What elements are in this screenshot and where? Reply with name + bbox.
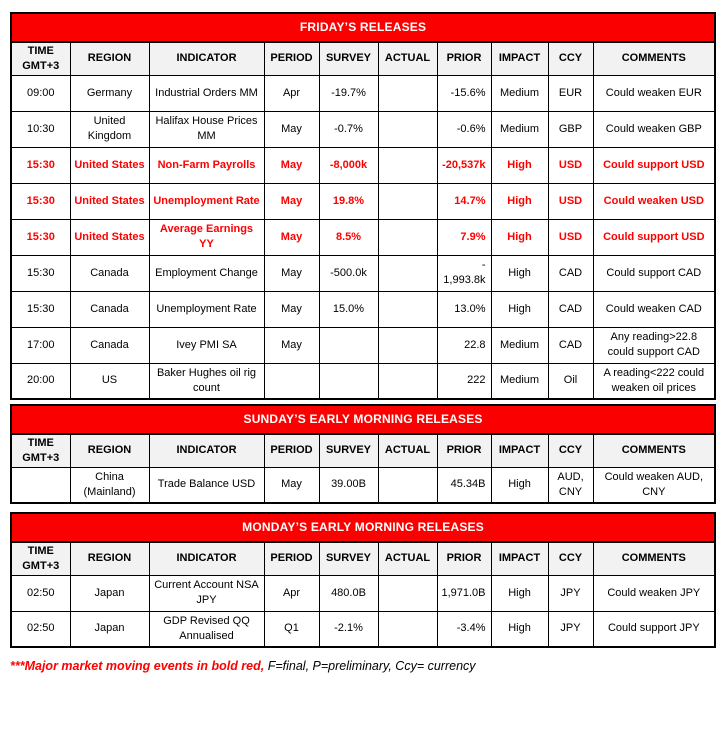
cell-actual [378, 291, 437, 327]
cell-actual [378, 467, 437, 503]
cell-survey [319, 327, 378, 363]
cell-ccy: AUD, CNY [548, 467, 593, 503]
cell-impact: High [491, 147, 548, 183]
column-header-region: REGION [70, 542, 149, 575]
cell-region: United Kingdom [70, 111, 149, 147]
cell-impact: Medium [491, 327, 548, 363]
cell-actual [378, 327, 437, 363]
cell-prior: 13.0% [437, 291, 491, 327]
cell-ccy: CAD [548, 291, 593, 327]
cell-period: May [264, 111, 319, 147]
cell-actual [378, 75, 437, 111]
cell-comments: Could weaken CAD [593, 291, 715, 327]
cell-actual [378, 575, 437, 611]
cell-actual [378, 219, 437, 255]
release-row [11, 327, 715, 363]
cell-actual [378, 363, 437, 399]
cell-impact: High [491, 219, 548, 255]
cell-impact: High [491, 575, 548, 611]
cell-time: 02:50 [11, 575, 70, 611]
cell-survey [319, 363, 378, 399]
cell-survey: 8.5% [319, 219, 378, 255]
cell-region: United States [70, 219, 149, 255]
cell-prior: 14.7% [437, 183, 491, 219]
cell-ccy: CAD [548, 327, 593, 363]
column-header-survey: SURVEY [319, 434, 378, 467]
cell-prior: -20,537k [437, 147, 491, 183]
cell-time: 15:30 [11, 291, 70, 327]
release-row [11, 183, 715, 219]
cell-actual [378, 147, 437, 183]
releases-table [10, 12, 716, 400]
release-row [11, 291, 715, 327]
release-row [11, 75, 715, 111]
cell-region: Canada [70, 327, 149, 363]
cell-period: May [264, 467, 319, 503]
cell-actual [378, 611, 437, 647]
cell-comments: Could support USD [593, 219, 715, 255]
cell-impact: High [491, 611, 548, 647]
cell-indicator: Baker Hughes oil rig count [149, 363, 264, 399]
column-header-period: PERIOD [264, 434, 319, 467]
cell-region: Japan [70, 575, 149, 611]
column-header-comments: COMMENTS [593, 42, 715, 75]
column-header-row [11, 434, 715, 467]
cell-indicator: Unemployment Rate [149, 183, 264, 219]
cell-survey: 15.0% [319, 291, 378, 327]
cell-comments: Could support USD [593, 147, 715, 183]
cell-impact: High [491, 255, 548, 291]
cell-period: May [264, 291, 319, 327]
cell-comments: Could weaken EUR [593, 75, 715, 111]
release-tables [10, 12, 714, 648]
cell-period: Q1 [264, 611, 319, 647]
table-title: FRIDAY’S RELEASES [11, 13, 715, 42]
cell-impact: Medium [491, 111, 548, 147]
cell-time: 02:50 [11, 611, 70, 647]
column-header-row [11, 542, 715, 575]
cell-period: Apr [264, 575, 319, 611]
cell-ccy: USD [548, 219, 593, 255]
cell-period: Apr [264, 75, 319, 111]
releases-table [10, 512, 716, 648]
cell-indicator: Employment Change [149, 255, 264, 291]
column-header-period: PERIOD [264, 542, 319, 575]
cell-ccy: CAD [548, 255, 593, 291]
column-header-ccy: CCY [548, 542, 593, 575]
cell-survey: 480.0B [319, 575, 378, 611]
cell-region: Canada [70, 291, 149, 327]
column-header-time: TIME GMT+3 [11, 42, 70, 75]
footnote-bold-red-text: ***Major market moving events in bold red, [10, 659, 265, 673]
cell-indicator: Non-Farm Payrolls [149, 147, 264, 183]
column-header-indicator: INDICATOR [149, 542, 264, 575]
releases-table [10, 404, 716, 504]
cell-region: Germany [70, 75, 149, 111]
cell-period: May [264, 255, 319, 291]
release-row [11, 147, 715, 183]
column-header-row [11, 42, 715, 75]
table-title: MONDAY’S EARLY MORNING RELEASES [11, 513, 715, 542]
cell-region: China (Mainland) [70, 467, 149, 503]
cell-prior: 1,971.0B [437, 575, 491, 611]
cell-indicator: GDP Revised QQ Annualised [149, 611, 264, 647]
cell-time: 20:00 [11, 363, 70, 399]
column-header-region: REGION [70, 434, 149, 467]
release-row [11, 611, 715, 647]
cell-period: May [264, 147, 319, 183]
column-header-prior: PRIOR [437, 42, 491, 75]
cell-prior: - 1,993.8k [437, 255, 491, 291]
column-header-period: PERIOD [264, 42, 319, 75]
cell-time: 15:30 [11, 219, 70, 255]
cell-prior: -15.6% [437, 75, 491, 111]
cell-survey: -19.7% [319, 75, 378, 111]
cell-region: Canada [70, 255, 149, 291]
column-header-prior: PRIOR [437, 434, 491, 467]
cell-period: May [264, 219, 319, 255]
cell-ccy: EUR [548, 75, 593, 111]
cell-comments: Could weaken GBP [593, 111, 715, 147]
cell-actual [378, 183, 437, 219]
cell-comments: Any reading>22.8 could support CAD [593, 327, 715, 363]
cell-time: 15:30 [11, 183, 70, 219]
release-row [11, 255, 715, 291]
cell-actual [378, 111, 437, 147]
cell-time: 15:30 [11, 255, 70, 291]
footnote [10, 659, 714, 673]
cell-ccy: JPY [548, 611, 593, 647]
column-header-survey: SURVEY [319, 42, 378, 75]
cell-impact: Medium [491, 75, 548, 111]
cell-prior: -0.6% [437, 111, 491, 147]
cell-survey: -8,000k [319, 147, 378, 183]
cell-comments: Could support JPY [593, 611, 715, 647]
column-header-comments: COMMENTS [593, 434, 715, 467]
release-row [11, 575, 715, 611]
cell-time: 09:00 [11, 75, 70, 111]
cell-survey: 19.8% [319, 183, 378, 219]
cell-indicator: Unemployment Rate [149, 291, 264, 327]
column-header-prior: PRIOR [437, 542, 491, 575]
column-header-ccy: CCY [548, 434, 593, 467]
cell-prior: 7.9% [437, 219, 491, 255]
cell-period: May [264, 183, 319, 219]
cell-time [11, 467, 70, 503]
column-header-impact: IMPACT [491, 434, 548, 467]
column-header-actual: ACTUAL [378, 42, 437, 75]
cell-time: 10:30 [11, 111, 70, 147]
cell-survey: -500.0k [319, 255, 378, 291]
table-title: SUNDAY’S EARLY MORNING RELEASES [11, 405, 715, 434]
column-header-time: TIME GMT+3 [11, 434, 70, 467]
cell-indicator: Trade Balance USD [149, 467, 264, 503]
column-header-actual: ACTUAL [378, 542, 437, 575]
cell-indicator: Average Earnings YY [149, 219, 264, 255]
release-row [11, 111, 715, 147]
cell-time: 15:30 [11, 147, 70, 183]
cell-period [264, 363, 319, 399]
cell-region: United States [70, 147, 149, 183]
cell-ccy: USD [548, 147, 593, 183]
cell-ccy: USD [548, 183, 593, 219]
cell-impact: Medium [491, 363, 548, 399]
cell-survey: -2.1% [319, 611, 378, 647]
column-header-indicator: INDICATOR [149, 42, 264, 75]
cell-time: 17:00 [11, 327, 70, 363]
cell-prior: 222 [437, 363, 491, 399]
column-header-actual: ACTUAL [378, 434, 437, 467]
cell-impact: High [491, 467, 548, 503]
cell-indicator: Current Account NSA JPY [149, 575, 264, 611]
release-row [11, 219, 715, 255]
cell-indicator: Industrial Orders MM [149, 75, 264, 111]
cell-comments: Could support CAD [593, 255, 715, 291]
cell-impact: High [491, 291, 548, 327]
release-row [11, 467, 715, 503]
cell-indicator: Halifax House Prices MM [149, 111, 264, 147]
column-header-survey: SURVEY [319, 542, 378, 575]
column-header-ccy: CCY [548, 42, 593, 75]
cell-comments: Could weaken USD [593, 183, 715, 219]
cell-ccy: Oil [548, 363, 593, 399]
column-header-indicator: INDICATOR [149, 434, 264, 467]
cell-prior: 22.8 [437, 327, 491, 363]
cell-ccy: JPY [548, 575, 593, 611]
cell-actual [378, 255, 437, 291]
cell-region: United States [70, 183, 149, 219]
cell-region: Japan [70, 611, 149, 647]
cell-indicator: Ivey PMI SA [149, 327, 264, 363]
cell-survey: -0.7% [319, 111, 378, 147]
column-header-time: TIME GMT+3 [11, 542, 70, 575]
cell-ccy: GBP [548, 111, 593, 147]
cell-region: US [70, 363, 149, 399]
cell-comments: Could weaken AUD, CNY [593, 467, 715, 503]
cell-prior: 45.34B [437, 467, 491, 503]
cell-survey: 39.00B [319, 467, 378, 503]
cell-impact: High [491, 183, 548, 219]
column-header-comments: COMMENTS [593, 542, 715, 575]
column-header-impact: IMPACT [491, 42, 548, 75]
footnote-legend-text: F=final, P=preliminary, Ccy= currency [264, 659, 476, 673]
cell-period: May [264, 327, 319, 363]
cell-comments: Could weaken JPY [593, 575, 715, 611]
release-row [11, 363, 715, 399]
cell-prior: -3.4% [437, 611, 491, 647]
cell-comments: A reading<222 could weaken oil prices [593, 363, 715, 399]
column-header-impact: IMPACT [491, 542, 548, 575]
column-header-region: REGION [70, 42, 149, 75]
